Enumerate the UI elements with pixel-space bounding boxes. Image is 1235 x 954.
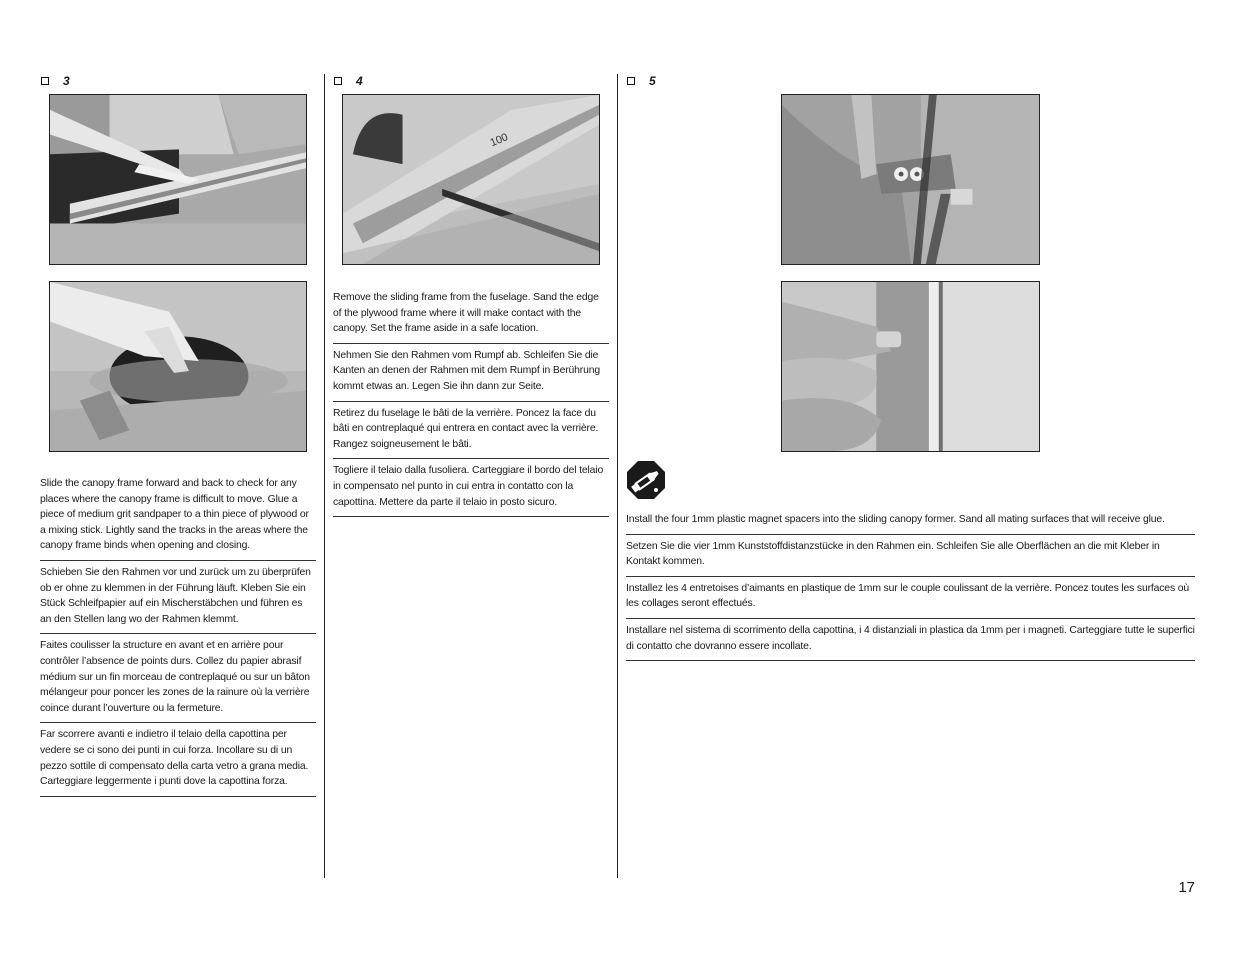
paragraph-text: Far scorrere avanti e indietro il telaio della capottina per vedere se ci sono dei punti in cui forza. Incollare su di un pezzo sottile di compensato della carta vetro a grana media. Carteggiare leggermente i punti dove la capottina forza. <box>40 729 309 788</box>
instruction-paragraph-de <box>40 561 316 634</box>
paragraph-text: Nehmen Sie den Rahmen vom Rumpf ab. Schleifen Sie die Kanten an denen der Rahmen mit dem Rumpf in Berührung kommt etwas an. Legen Sie ihn dann zur Seite. <box>333 349 600 392</box>
column-divider <box>617 74 618 878</box>
step-number: 4 <box>356 74 363 88</box>
instruction-paragraph-fr <box>333 402 609 460</box>
step-5-photo-1 <box>781 94 1040 265</box>
paragraph-text: Installare nel sistema di scorrimento della capottina, i 4 distanziali in plastica da 1mm per i magneti. Carteggiare tutte le superfici di contatto che dovranno essere incollate. <box>626 624 1195 652</box>
instruction-paragraph-fr <box>40 634 316 723</box>
paragraph-text: Retirez du fuselage le bâti de la verrière. Poncez la face du bâti en contreplaqué qui entrera en contact avec la verrière. Rangez soigneusement le bâti. <box>333 407 599 450</box>
page-number: 17 <box>1178 879 1195 896</box>
instruction-paragraph-fr <box>626 577 1195 619</box>
instruction-paragraph-it <box>333 459 609 517</box>
instruction-paragraph-de <box>333 344 609 402</box>
column-divider <box>324 74 325 878</box>
paragraph-text: Install the four 1mm plastic magnet spacers into the sliding canopy former. Sand all mating surfaces that will receive glue. <box>626 514 1165 525</box>
checkbox-icon[interactable] <box>41 77 49 85</box>
paragraph-text: Installez les 4 entretoises d’aimants en plastique de 1mm sur le couple coulissant de la verrière. Poncez toutes les surfaces où les collages seront effectués. <box>626 582 1189 610</box>
paragraph-text: Slide the canopy frame forward and back to check for any places where the canopy frame is difficult to move. Glue a piece of medium grit sandpaper to a thin piece of plywood or a mixing stick. Lightly sand the tracks in the areas where the canopy frame binds when opening and closing. <box>40 478 309 552</box>
checkbox-icon[interactable] <box>627 77 635 85</box>
step-number: 3 <box>63 74 70 88</box>
paragraph-text: Setzen Sie die vier 1mm Kunststoffdistanzstücke in den Rahmen ein. Schleifen Sie alle Oberflächen an die mit Kleber in Kontakt kommen. <box>626 540 1160 568</box>
paragraph-text: Togliere il telaio dalla fusoliera. Carteggiare il bordo del telaio in compensato nel punto in cui entra in contatto con la capottina. Mettere da parte il telaio in posto sicuro. <box>333 465 604 508</box>
instruction-paragraph-it <box>626 619 1195 661</box>
step-5-text <box>626 508 1195 661</box>
instruction-paragraph-it <box>40 723 316 796</box>
instruction-paragraph-en <box>333 286 609 344</box>
instruction-paragraph-en <box>626 508 1195 535</box>
checkbox-icon[interactable] <box>334 77 342 85</box>
step-3-photo-1 <box>49 94 307 265</box>
step-3-text <box>40 472 316 797</box>
step-5-header <box>627 74 656 88</box>
glue-icon <box>626 460 666 500</box>
paragraph-text: Faites coulisser la structure en avant et en arrière pour contrôler l’absence de points durs. Collez du papier abrasif médium sur un fin morceau de contreplaqué ou sur un bâton mélangeur pour poncer les zones de la rainure où la verrière coince durant l’ouverture ou la fermeture. <box>40 640 310 714</box>
step-4-header <box>334 74 363 88</box>
step-4-text <box>333 286 609 517</box>
paragraph-text: Schieben Sie den Rahmen vor und zurück um zu überprüfen ob er ohne zu klemmen in der Führung läuft. Kleben Sie ein Stück Schleifpapier auf ein Mischerstäbchen und führen es an den Stellen lang wo der Rahmen klemmt. <box>40 566 311 625</box>
step-3-photo-2 <box>49 281 307 452</box>
step-4-photo <box>342 94 600 265</box>
step-5-photo-2 <box>781 281 1040 452</box>
instruction-paragraph-en <box>40 472 316 561</box>
instruction-paragraph-de <box>626 535 1195 577</box>
step-3-header <box>41 74 70 88</box>
frame-mark-label: 100 <box>488 131 510 150</box>
step-number: 5 <box>649 74 656 88</box>
paragraph-text: Remove the sliding frame from the fuselage. Sand the edge of the plywood frame where it will make contact with the canopy. Set the frame aside in a safe location. <box>333 292 599 335</box>
